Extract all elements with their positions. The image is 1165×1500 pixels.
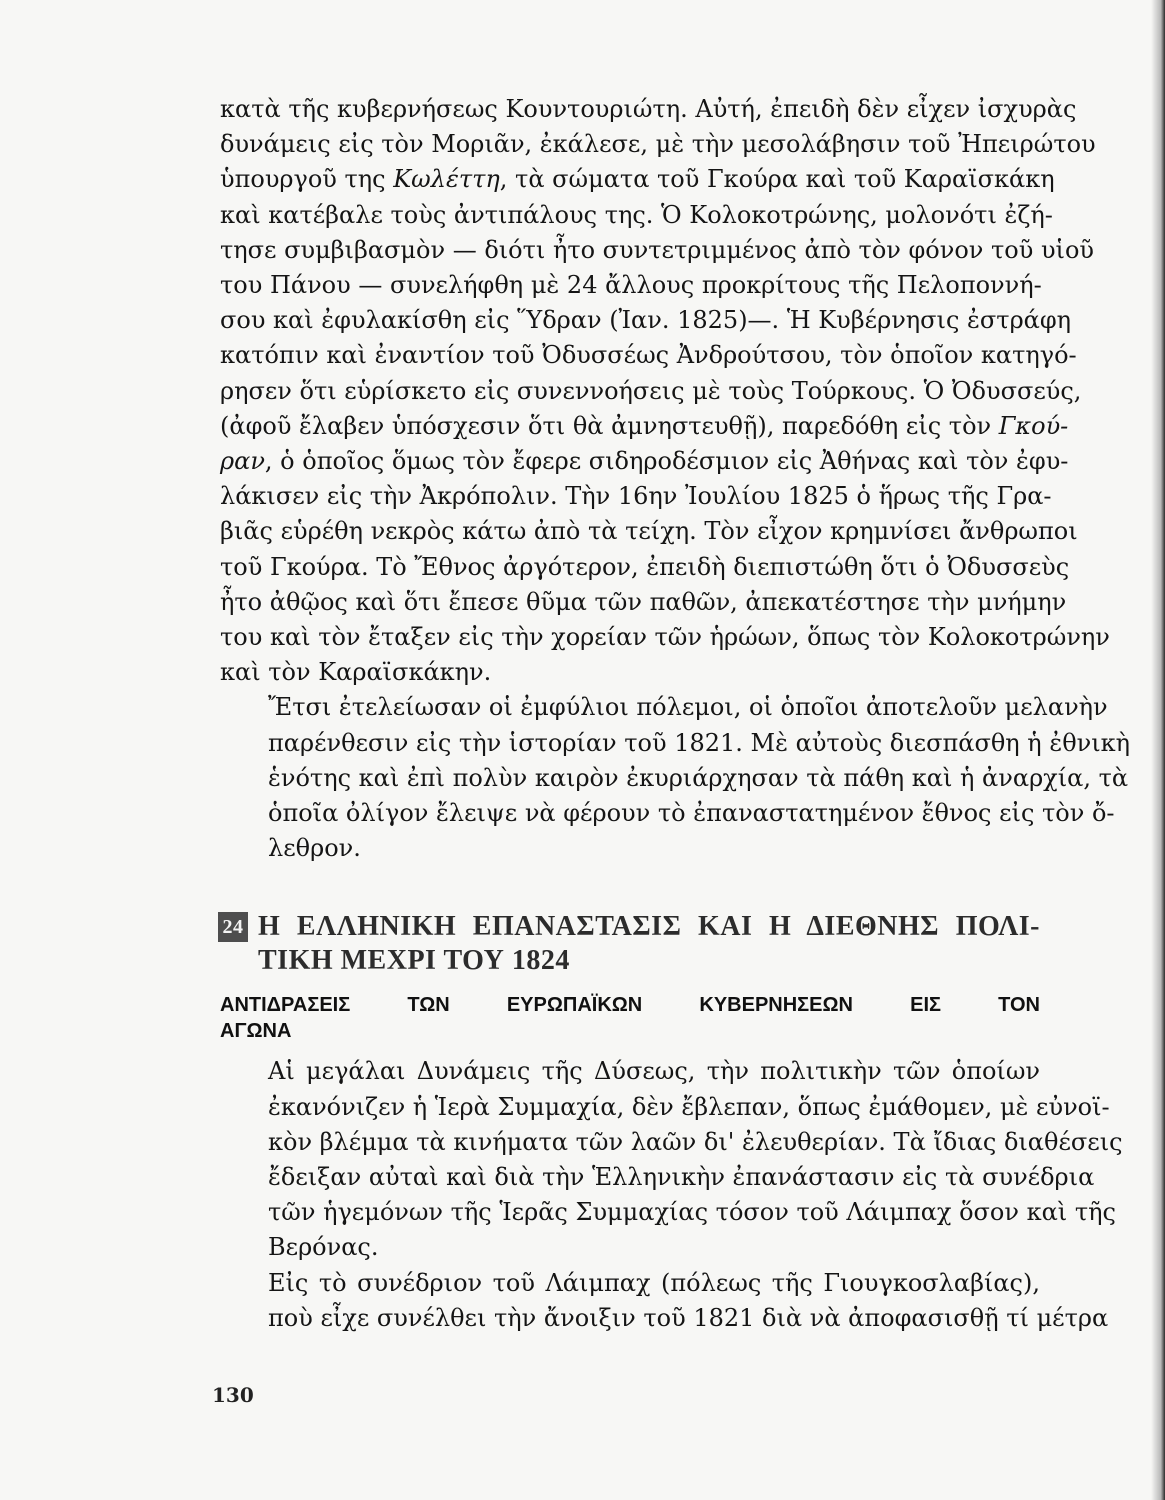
- text-line: ρησεν ὅτι εὑρίσκετο εἰς συνεννοήσεις μὲ τοὺς Τούρκους. Ὁ Ὀδυσσεύς,: [220, 376, 1082, 405]
- text-line: τῶν ἡγεμόνων τῆς Ἱερᾶς Συμμαχίας τόσον τοῦ Λάιμπαχ ὅσον καὶ τῆς: [268, 1198, 1116, 1227]
- text-line: ὁποῖα ὀλίγον ἔλειψε νὰ φέρουν τὸ ἐπαναστατημένον ἔθνος εἰς τὸν ὄ-: [268, 799, 1115, 828]
- text-line: κὸν βλέμμα τὰ κινήματα τῶν λαῶν δι' ἐλευθερίαν. Τὰ ἴδιας διαθέσεις: [268, 1127, 1123, 1156]
- text-line: βιᾶς εὑρέθη νεκρὸς κάτω ἀπὸ τὰ τείχη. Τὸν εἶχον κρημνίσει ἄνθρωποι: [220, 517, 1078, 546]
- body-paragraph: [220, 1054, 1123, 1265]
- text-line: ποὺ εἶχε συνέλθει τὴν ἄνοιξιν τοῦ 1821 διὰ νὰ ἀποφασισθῇ τί μέτρα: [268, 1303, 1109, 1332]
- text-line: Βερόνας.: [268, 1233, 379, 1262]
- text-line: δυνάμεις εἰς τὸν Μοριᾶν, ἐκάλεσε, μὲ τὴν μεσολάβησιν τοῦ Ἠπειρώτου: [220, 130, 1096, 159]
- text-line: ἦτο ἀθῷος καὶ ὅτι ἔπεσε θῦμα τῶν παθῶν, ἀπεκατέστησε τὴν μνήμην: [220, 587, 1067, 616]
- text-line: ἐκανόνιζεν ἡ Ἱερὰ Συμμαχία, δὲν ἔβλεπαν, ὅπως ἐμάθομεν, μὲ εὐνοϊ-: [268, 1092, 1110, 1121]
- text-line: καὶ κατέβαλε τοὺς ἀντιπάλους της. Ὁ Κολοκοτρώνης, μολονότι ἐζή-: [220, 200, 1053, 229]
- text-line: ραν, ὁ ὁποῖος ὅμως τὸν ἔφερε σιδηροδέσμιον εἰς Ἀθήνας καὶ τὸν ἐφυ-: [220, 447, 1069, 476]
- body-paragraph: [220, 690, 1131, 866]
- text-line: σου καὶ ἐφυλακίσθη εἰς Ὕδραν (Ἰαν. 1825)—. Ἡ Κυβέρνησις ἐστράφη: [220, 306, 1072, 335]
- text-line: ἑνότης καὶ ἐπὶ πολὺν καιρὸν ἐκυριάρχησαν τὰ πάθη καὶ ἡ ἀναρχία, τὰ: [268, 763, 1129, 792]
- text-line: του καὶ τὸν ἔταξεν εἰς τὴν χορείαν τῶν ἡρώων, ὅπως τὸν Κολοκοτρώνην: [220, 623, 1110, 652]
- text-line: ΤΙΚΗ ΜΕΧΡΙ ΤΟΥ 1824: [258, 945, 570, 977]
- page-edge-shadow: [1151, 0, 1165, 1500]
- text-line: (ἀφοῦ ἔλαβεν ὑπόσχεσιν ὅτι θὰ ἀμνηστευθῇ), παρεδόθη εἰς τὸν Γκού-: [220, 411, 1069, 440]
- text-line: ὑπουργοῦ της Κωλέττη, τὰ σώματα τοῦ Γκούρα καὶ τοῦ Καραϊσκάκη: [220, 165, 1055, 194]
- text-line: Η ΕΛΛΗΝΙΚΗ ΕΠΑΝΑΣΤΑΣΙΣ ΚΑΙ Η ΔΙΕΘΝΗΣ ΠΟΛΙ-: [258, 911, 1040, 943]
- text-line: λεθρον.: [268, 834, 361, 863]
- page-content: [220, 92, 1131, 1336]
- text-line: κατόπιν καὶ ἐναντίον τοῦ Ὀδυσσέως Ἀνδρούτσου, τὸν ὁποῖον κατηγό-: [220, 341, 1077, 370]
- body-paragraph: [220, 92, 1110, 690]
- text-line: ΑΓΩΝΑ: [220, 1020, 292, 1043]
- section-heading: [220, 992, 1040, 1044]
- text-line: καὶ τὸν Καραϊσκάκην.: [220, 658, 492, 687]
- chapter-heading: [220, 910, 1040, 978]
- text-line: παρένθεσιν εἰς τὴν ἱστορίαν τοῦ 1821. Μὲ αὐτοὺς διεσπάσθη ἡ ἐθνικὴ: [268, 728, 1131, 757]
- text-line: κατὰ τῆς κυβερνήσεως Κουντουριώτη. Αὐτή, ἐπειδὴ δὲν εἶχεν ἰσχυρὰς: [220, 95, 1077, 123]
- text-line: ἔδειξαν αὐταὶ καὶ διὰ τὴν Ἑλληνικὴν ἐπανάστασιν εἰς τὰ συνέδρια: [268, 1163, 1095, 1192]
- body-paragraph: [220, 1266, 1109, 1336]
- text-line: Αἱ μεγάλαι Δυνάμεις τῆς Δύσεως, τὴν πολιτικὴν τῶν ὁποίων: [268, 1057, 1040, 1086]
- text-line: τοῦ Γκούρα. Τὸ Ἔθνος ἀργότερον, ἐπειδὴ διεπιστώθη ὅτι ὁ Ὀδυσσεὺς: [220, 552, 1070, 581]
- text-line: Ἔτσι ἐτελείωσαν οἱ ἐμφύλιοι πόλεμοι, οἱ ὁποῖοι ἀποτελοῦν μελανὴν: [268, 693, 1108, 722]
- chapter-title: [258, 910, 1040, 978]
- chapter-number-badge: 24: [218, 912, 248, 942]
- text-line: του Πάνου — συνελήφθη μὲ 24 ἄλλους προκρίτους τῆς Πελοποννή-: [220, 271, 1042, 300]
- text-line: ΑΝΤΙΔΡΑΣΕΙΣ ΤΩΝ ΕΥΡΩΠΑΪΚΩΝ ΚΥΒΕΡΝΗΣΕΩΝ ΕΙΣ ΤΟΝ: [220, 994, 1040, 1017]
- text-line: λάκισεν εἰς τὴν Ἀκρόπολιν. Τὴν 16ην Ἰουλίου 1825 ὁ ἥρως τῆς Γρα-: [220, 482, 1052, 511]
- page-number: 130: [212, 1383, 254, 1407]
- text-line: τησε συμβιβασμὸν — διότι ἦτο συντετριμμένος ἀπὸ τὸν φόνον τοῦ υἱοῦ: [220, 235, 1094, 264]
- text-line: Εἰς τὸ συνέδριον τοῦ Λάιμπαχ (πόλεως τῆς Γιουγκοσλαβίας),: [268, 1268, 1040, 1297]
